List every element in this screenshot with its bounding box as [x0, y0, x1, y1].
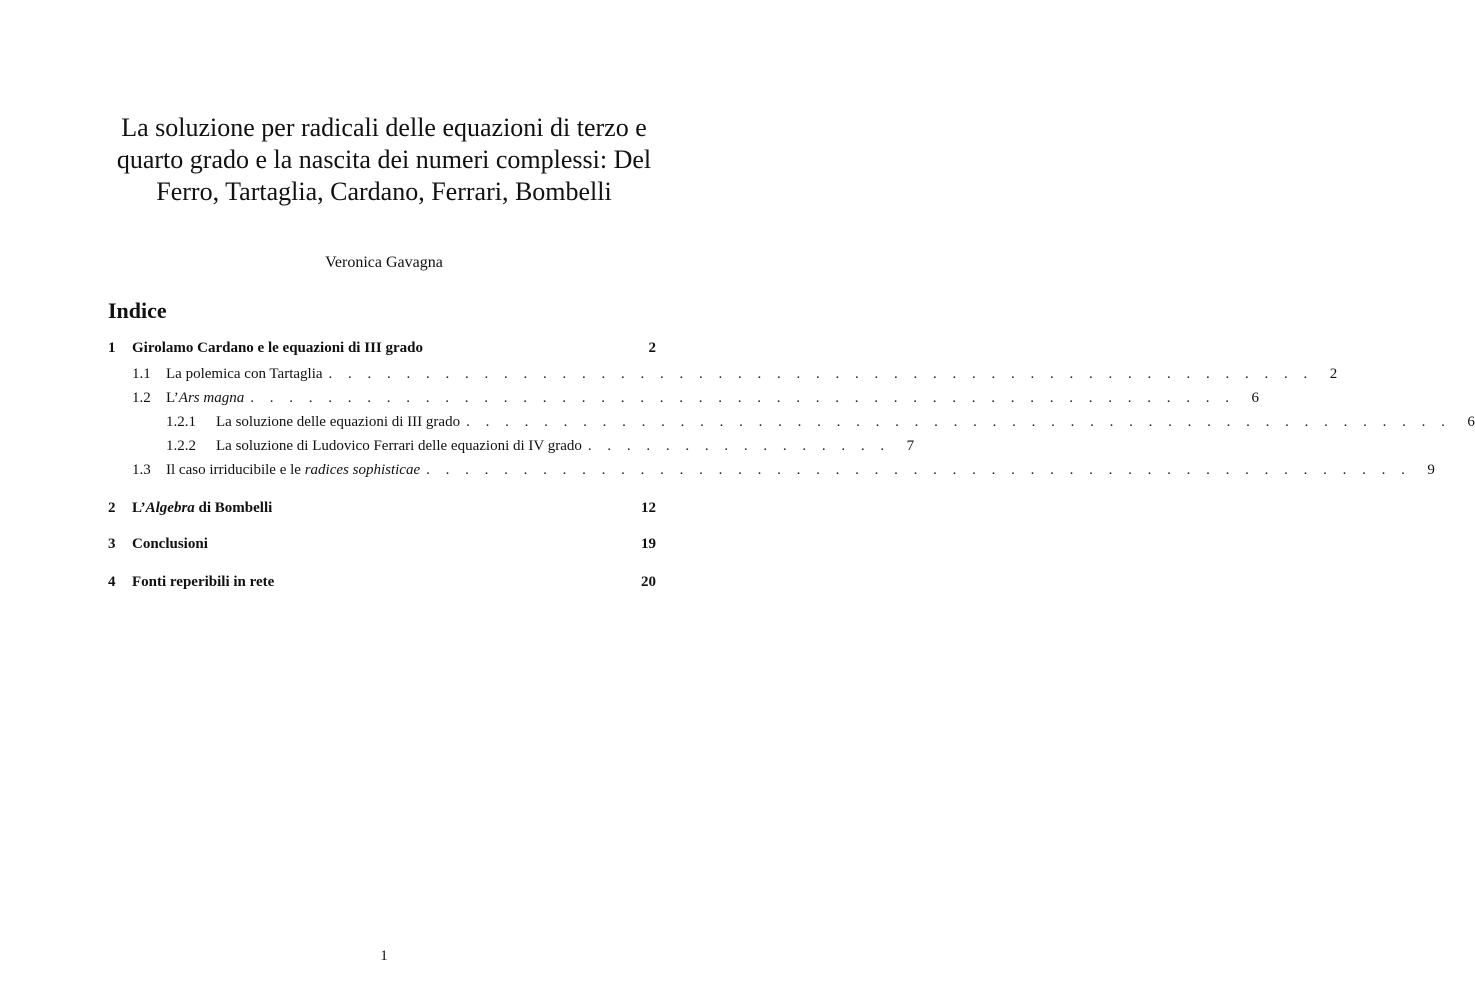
toc-entry-title: La polemica con Tartaglia	[166, 366, 323, 382]
toc-entry-page: 2	[1329, 366, 1338, 382]
toc-entry-2[interactable]	[108, 500, 656, 522]
toc-entry-page: 20	[641, 574, 656, 590]
toc-entry-number: 2	[108, 500, 116, 516]
toc-entry-title: La soluzione di Ludovico Ferrari delle equazioni di IV grado	[216, 438, 582, 454]
toc-entry-page: 9	[1427, 462, 1435, 478]
toc-entry-title: L’Algebra di Bombelli	[132, 500, 273, 516]
toc-leader-dots: . . . . . . . . . . . . . . . . . . . . . . . . . . . . . . . . . . . . . . . . . . . . . . . . . . .	[328, 366, 1314, 382]
toc-entry-3[interactable]	[108, 536, 656, 558]
toc-entry-number: 1	[108, 340, 116, 356]
toc-leader-dots: . . . . . . . . . . . . . . . .	[587, 438, 891, 454]
toc-entry-page: 12	[641, 500, 656, 516]
toc-entry-number: 1.2.2	[166, 438, 196, 454]
toc-entry-title: Fonti reperibili in rete	[132, 574, 275, 590]
toc-entry-title: Conclusioni	[132, 536, 208, 552]
toc-entry-number: 1.2.1	[166, 414, 196, 430]
toc-leader-dots: . . . . . . . . . . . . . . . . . . . . . . . . . . . . . . . . . . . . . . . . . . . . . . . . . . .	[426, 462, 1411, 478]
toc-entry-4[interactable]	[108, 574, 656, 596]
toc-leader-dots: . . . . . . . . . . . . . . . . . . . . . . . . . . . . . . . . . . . . . . . . . . . . . . . . . . .	[250, 390, 1235, 406]
toc-entry-page: 2	[648, 340, 656, 356]
toc-entry-title: Girolamo Cardano e le equazioni di III grado	[132, 340, 423, 356]
toc-entry-title: L’Ars magna	[166, 390, 245, 406]
toc-entry-page: 6	[1251, 390, 1259, 406]
toc-entry-number: 3	[108, 536, 116, 552]
toc-entry-1-2-1[interactable]	[108, 414, 1475, 436]
toc-entry-page: 6	[1467, 414, 1475, 430]
toc-entry-number: 1.1	[132, 366, 151, 382]
toc-entry-1-2-2[interactable]	[108, 438, 915, 460]
toc-entry-title: La soluzione delle equazioni di III grado	[216, 414, 461, 430]
author-name: Veronica Gavagna	[325, 254, 443, 271]
toc-entry-title: Il caso irriducibile e le radices sophisticae	[166, 462, 421, 478]
toc-entry-1-3[interactable]	[108, 462, 1435, 484]
toc-entry-number: 1.2	[132, 390, 151, 406]
toc-entry-number: 4	[108, 574, 116, 590]
paper-title: La soluzione per radicali delle equazioni di terzo e quarto grado e la nascita dei numeri complessi: Del Ferro, Tartaglia, Cardano, Ferrari, Bombelli	[116, 113, 652, 206]
toc-entry-1-2[interactable]	[108, 390, 1259, 412]
page-number: 1	[380, 948, 388, 964]
toc-entry-1[interactable]	[108, 340, 656, 362]
toc-heading: Indice	[108, 298, 167, 323]
toc-entry-page: 7	[906, 438, 915, 454]
toc-leader-dots: . . . . . . . . . . . . . . . . . . . . . . . . . . . . . . . . . . . . . . . . . . . . . . . . . . .	[466, 414, 1451, 430]
toc-entry-page: 19	[641, 536, 656, 552]
toc-entry-number: 1.3	[132, 462, 151, 478]
toc-entry-1-1[interactable]	[108, 366, 1338, 388]
